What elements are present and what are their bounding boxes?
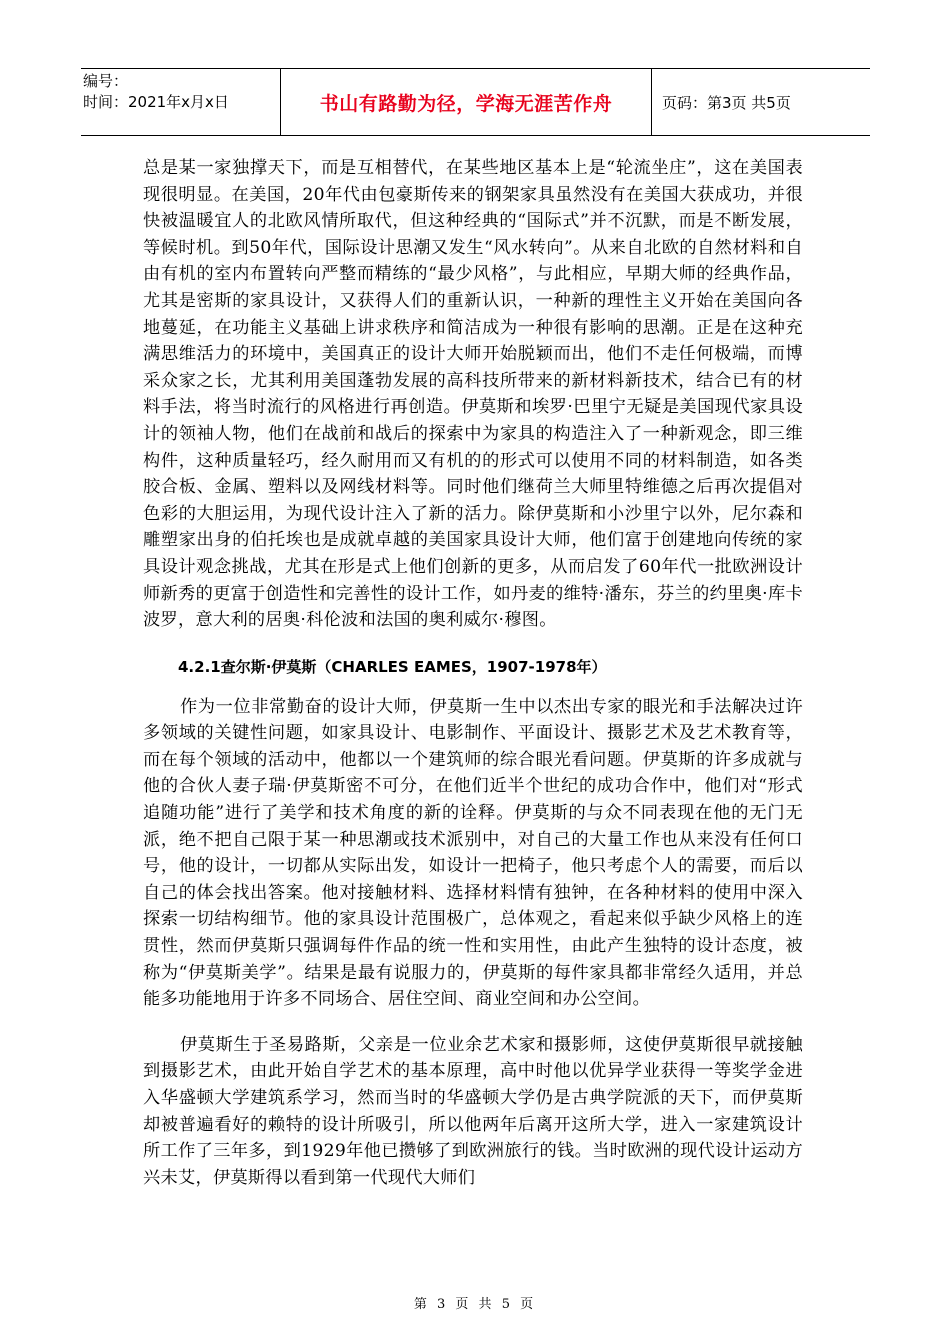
document-body (143, 155, 803, 1191)
paragraph-2: 作为一位非常勤奋的设计大师，伊莫斯一生中以杰出专家的眼光和手法解决过许多领域的关键性问题，如家具设计、电影制作、平面设计、摄影艺术及艺术教育等，而在每个领域的活动中，他都以一个建筑师的综合眼光看问题。伊莫斯的许多成就与他的合伙人妻子瑞·伊莫斯密不可分，在他们近半个世纪的成功合作中，他们对“形式追随功能”进行了美学和技术角度的新的诠释。伊莫斯的与众不同表现在他的无门无派，绝不把自己限于某一种思潮或技术派别中，对自己的大量工作也从来没有任何口号，他的设计，一切都从实际出发，如设计一把椅子，他只考虑个人的需要，而后以自己的体会找出答案。他对接触材料、选择材料情有独钟，在各种材料的使用中深入探索一切结构细节。他的家具设计范围极广，总体观之，看起来似乎缺少风格上的连贯性，然而伊莫斯只强调每件作品的统一性和实用性，由此产生独特的设计态度，被称为“伊莫斯美学”。结果是最有说服力的，伊莫斯的每件家具都非常经久适用，并总能多功能地用于许多不同场合、居住空间、商业空间和办公空间。 (143, 696, 803, 1010)
paragraph-3: 伊莫斯生于圣易路斯，父亲是一位业余艺术家和摄影师，这使伊莫斯很早就接触到摄影艺术，由此开始自学艺术的基本原理，高中时他以优异学业获得一等奖学金进入华盛顿大学建筑系学习，然而当时的华盛顿大学仍是古典学院派的天下，而伊莫斯却被普遍看好的赖特的设计所吸引，所以他两年后离开这所大学，进入一家建筑设计所工作了三年多，到1929年他已攒够了到欧洲旅行的钱。当时欧洲的现代设计运动方兴未艾，伊莫斯得以看到第一代现代大师们 (143, 1034, 803, 1188)
section-heading: 4.2.1查尔斯·伊莫斯（CHARLES EAMES，1907-1978年） (178, 657, 607, 676)
page-footer (0, 1293, 950, 1312)
page-info-text: 页码：第3页 共5页 (662, 93, 791, 112)
header-left-cell (81, 69, 280, 135)
date-line: 时间：2021年x月x日 (83, 93, 229, 111)
paragraph-1: 总是某一家独撑天下，而是互相替代，在某些地区基本上是“轮流坐庄”，这在美国表现很明显。在美国，20年代由包豪斯传来的钢架家具虽然没有在美国大获成功，并很快被温暖宜人的北欧风情所取代，但这种经典的“国际式”并不沉默，而是不断发展，等候时机。到50年代，国际设计思潮又发生“风水转向”。从来自北欧的自然材料和自由有机的室内布置转向严整而精练的“最少风格”，与此相应，早期大师的经典作品，尤其是密斯的家具设计，又获得人们的重新认识，一种新的理性主义开始在美国向各地蔓延，在功能主义基础上讲求秩序和简洁成为一种很有影响的思潮。正是在这种充满思维活力的环境中，美国真正的设计大师开始脱颖而出，他们不走任何极端，而博采众家之长，尤其利用美国蓬勃发展的高科技所带来的新材料新技术，结合已有的材料手法，将当时流行的风格进行再创造。伊莫斯和埃罗·巴里宁无疑是美国现代家具设计的领袖人物，他们在战前和战后的探索中为家具的构造注入了一种新观念，即三维构件，这种质量轻巧，经久耐用而又有机的的形式可以使用不同的材料制造，如各类胶合板、金属、塑料以及网线材料等。同时他们继荷兰大师里特维德之后再次提倡对色彩的大胆运用，为现代设计注入了新的活力。除伊莫斯和小沙里宁以外，尼尔森和雕塑家出身的伯托埃也是成就卓越的美国家具设计大师，他们富于创建地向传统的家具设计观念挑战，尤其在形是式上他们创新的更多，从而启发了60年代一批欧洲设计师新秀的更富于创造性和完善性的设计工作，如丹麦的维特·潘东，芬兰的约里奥·库卡波罗，意大利的居奥·科伦波和法国的奥利威尔·穆图。 (143, 158, 803, 631)
doc-number-label: 编号： (83, 72, 129, 90)
motto-cell (280, 69, 652, 135)
motto-text: 书山有路勤为径，学海无涯苦作舟 (319, 92, 613, 115)
footer-page-number: 第 3 页 共 5 页 (413, 1297, 537, 1312)
page-info-cell (652, 69, 870, 135)
page-header (81, 68, 870, 136)
